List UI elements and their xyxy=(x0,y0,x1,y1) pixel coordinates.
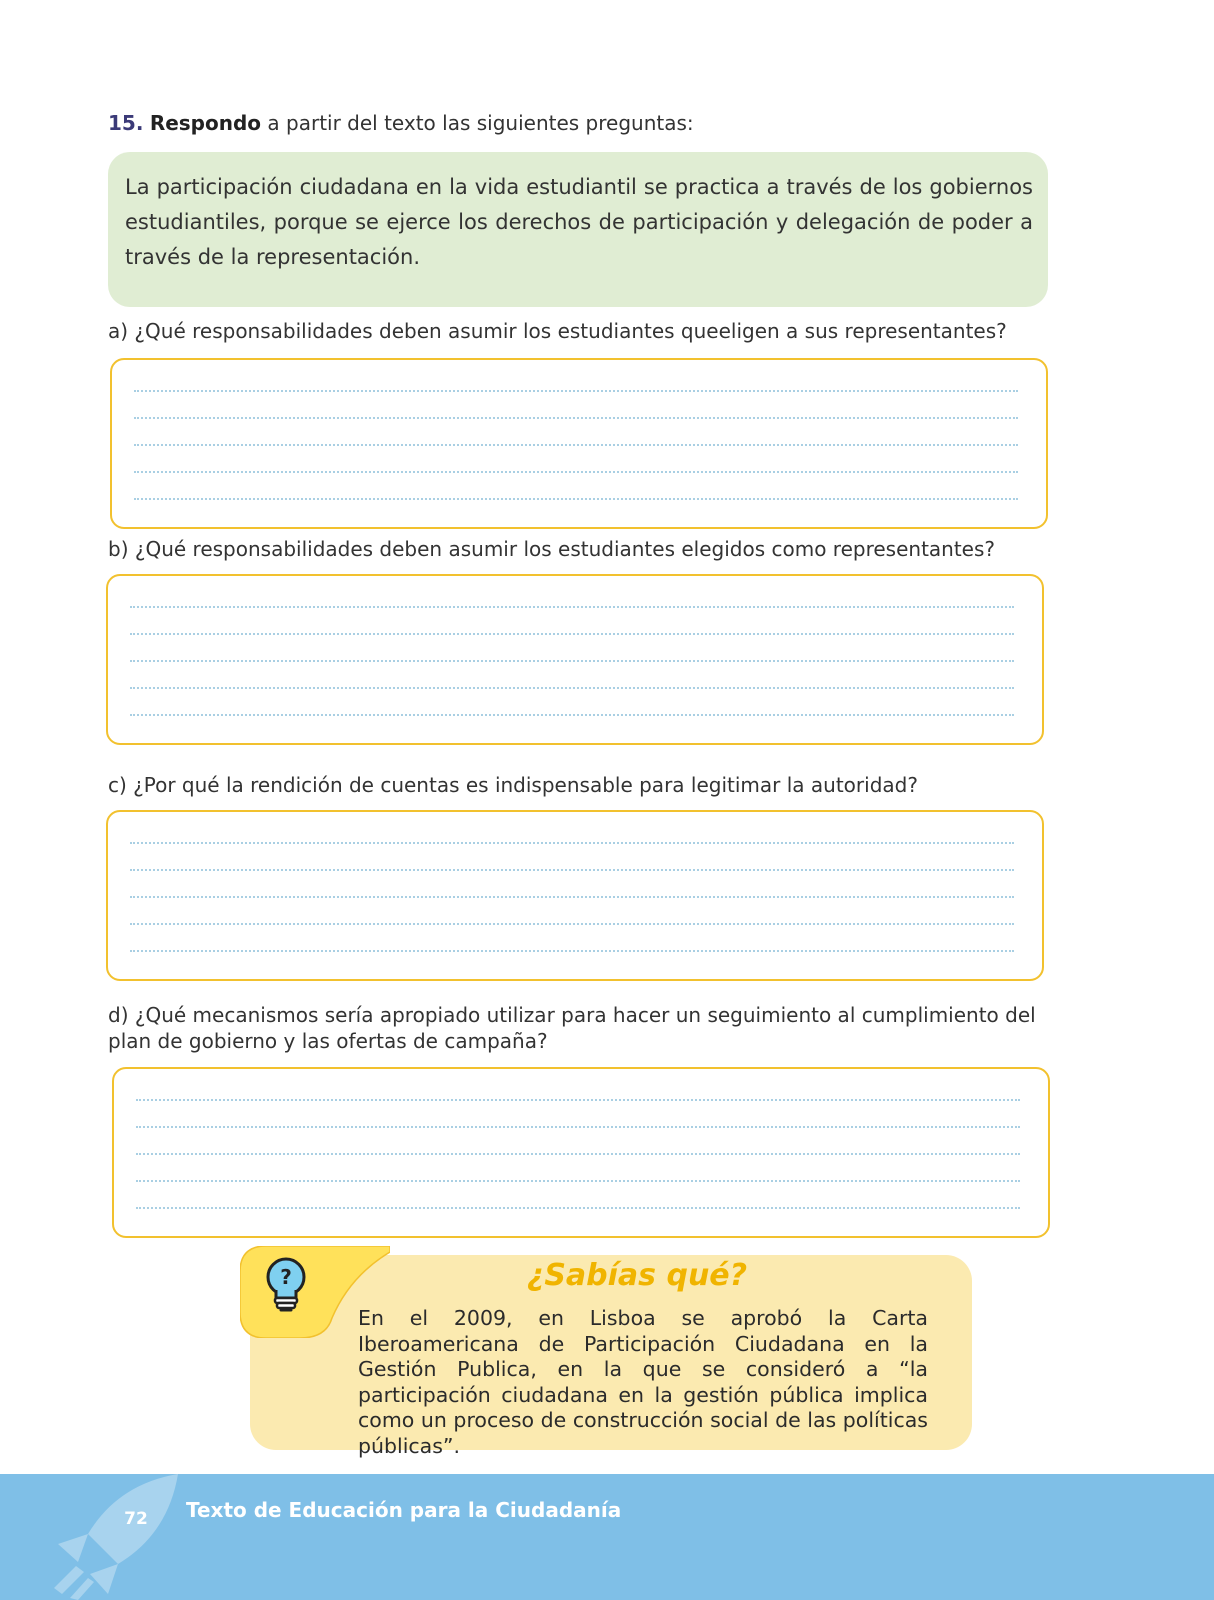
svg-text:?: ? xyxy=(280,1265,292,1289)
answer-box-a[interactable] xyxy=(110,358,1048,529)
answer-box-c[interactable] xyxy=(106,810,1044,981)
passage-box xyxy=(108,152,1048,307)
answer-line xyxy=(136,1099,1020,1101)
answer-line xyxy=(136,1207,1020,1209)
did-you-know-title: ¿Sabías qué? xyxy=(526,1258,748,1293)
answer-line xyxy=(134,498,1018,500)
exercise-heading: 15. Respondo a partir del texto las siguientes preguntas: xyxy=(108,111,694,135)
lightbulb-question-icon xyxy=(262,1256,310,1316)
answer-line xyxy=(134,444,1018,446)
answer-line xyxy=(130,714,1014,716)
exercise-verb: Respondo xyxy=(149,111,262,135)
answer-line xyxy=(130,687,1014,689)
exercise-instruction: a partir del texto las siguientes preguntas: xyxy=(261,111,694,135)
answer-line xyxy=(130,869,1014,871)
answer-line xyxy=(130,923,1014,925)
page-number: 72 xyxy=(119,1504,153,1534)
rocket-icon xyxy=(48,1474,188,1600)
answer-line xyxy=(134,390,1018,392)
did-you-know-text: En el 2009, en Lisboa se aprobó la Carta Iberoamericana de Participación Ciudadana en la Gestión Publica, en la que se consideró a “la participación ciudadana en la gestión pública implica como un proceso de construcción social de las políticas públicas”. xyxy=(358,1306,928,1458)
question-b: b) ¿Qué responsabilidades deben asumir los estudiantes elegidos como representantes? xyxy=(108,537,996,561)
answer-line xyxy=(130,842,1014,844)
question-c: c) ¿Por qué la rendición de cuentas es indispensable para legitimar la autoridad? xyxy=(108,773,918,797)
answer-line xyxy=(136,1153,1020,1155)
answer-box-d[interactable] xyxy=(112,1067,1050,1238)
question-d: d) ¿Qué mecanismos sería apropiado utilizar para hacer un seguimiento al cumplimiento del plan de gobierno y las ofertas de campaña? xyxy=(108,1003,1036,1053)
answer-line xyxy=(136,1180,1020,1182)
answer-line xyxy=(134,417,1018,419)
question-a: a) ¿Qué responsabilidades deben asumir los estudiantes queeligen a sus representantes? xyxy=(108,319,1007,343)
answer-line xyxy=(130,633,1014,635)
answer-line xyxy=(130,896,1014,898)
answer-line xyxy=(130,660,1014,662)
answer-line xyxy=(130,950,1014,952)
footer-title: Texto de Educación para la Ciudadanía xyxy=(186,1498,622,1522)
answer-line xyxy=(136,1126,1020,1128)
passage-text: La participación ciudadana en la vida estudiantil se practica a través de los gobiernos estudiantiles, porque se ejerce los derechos de participación y delegación de poder a través de la representación. xyxy=(125,175,1033,269)
answer-line xyxy=(130,606,1014,608)
answer-line xyxy=(134,471,1018,473)
exercise-number: 15 xyxy=(108,111,136,135)
answer-box-b[interactable] xyxy=(106,574,1044,745)
